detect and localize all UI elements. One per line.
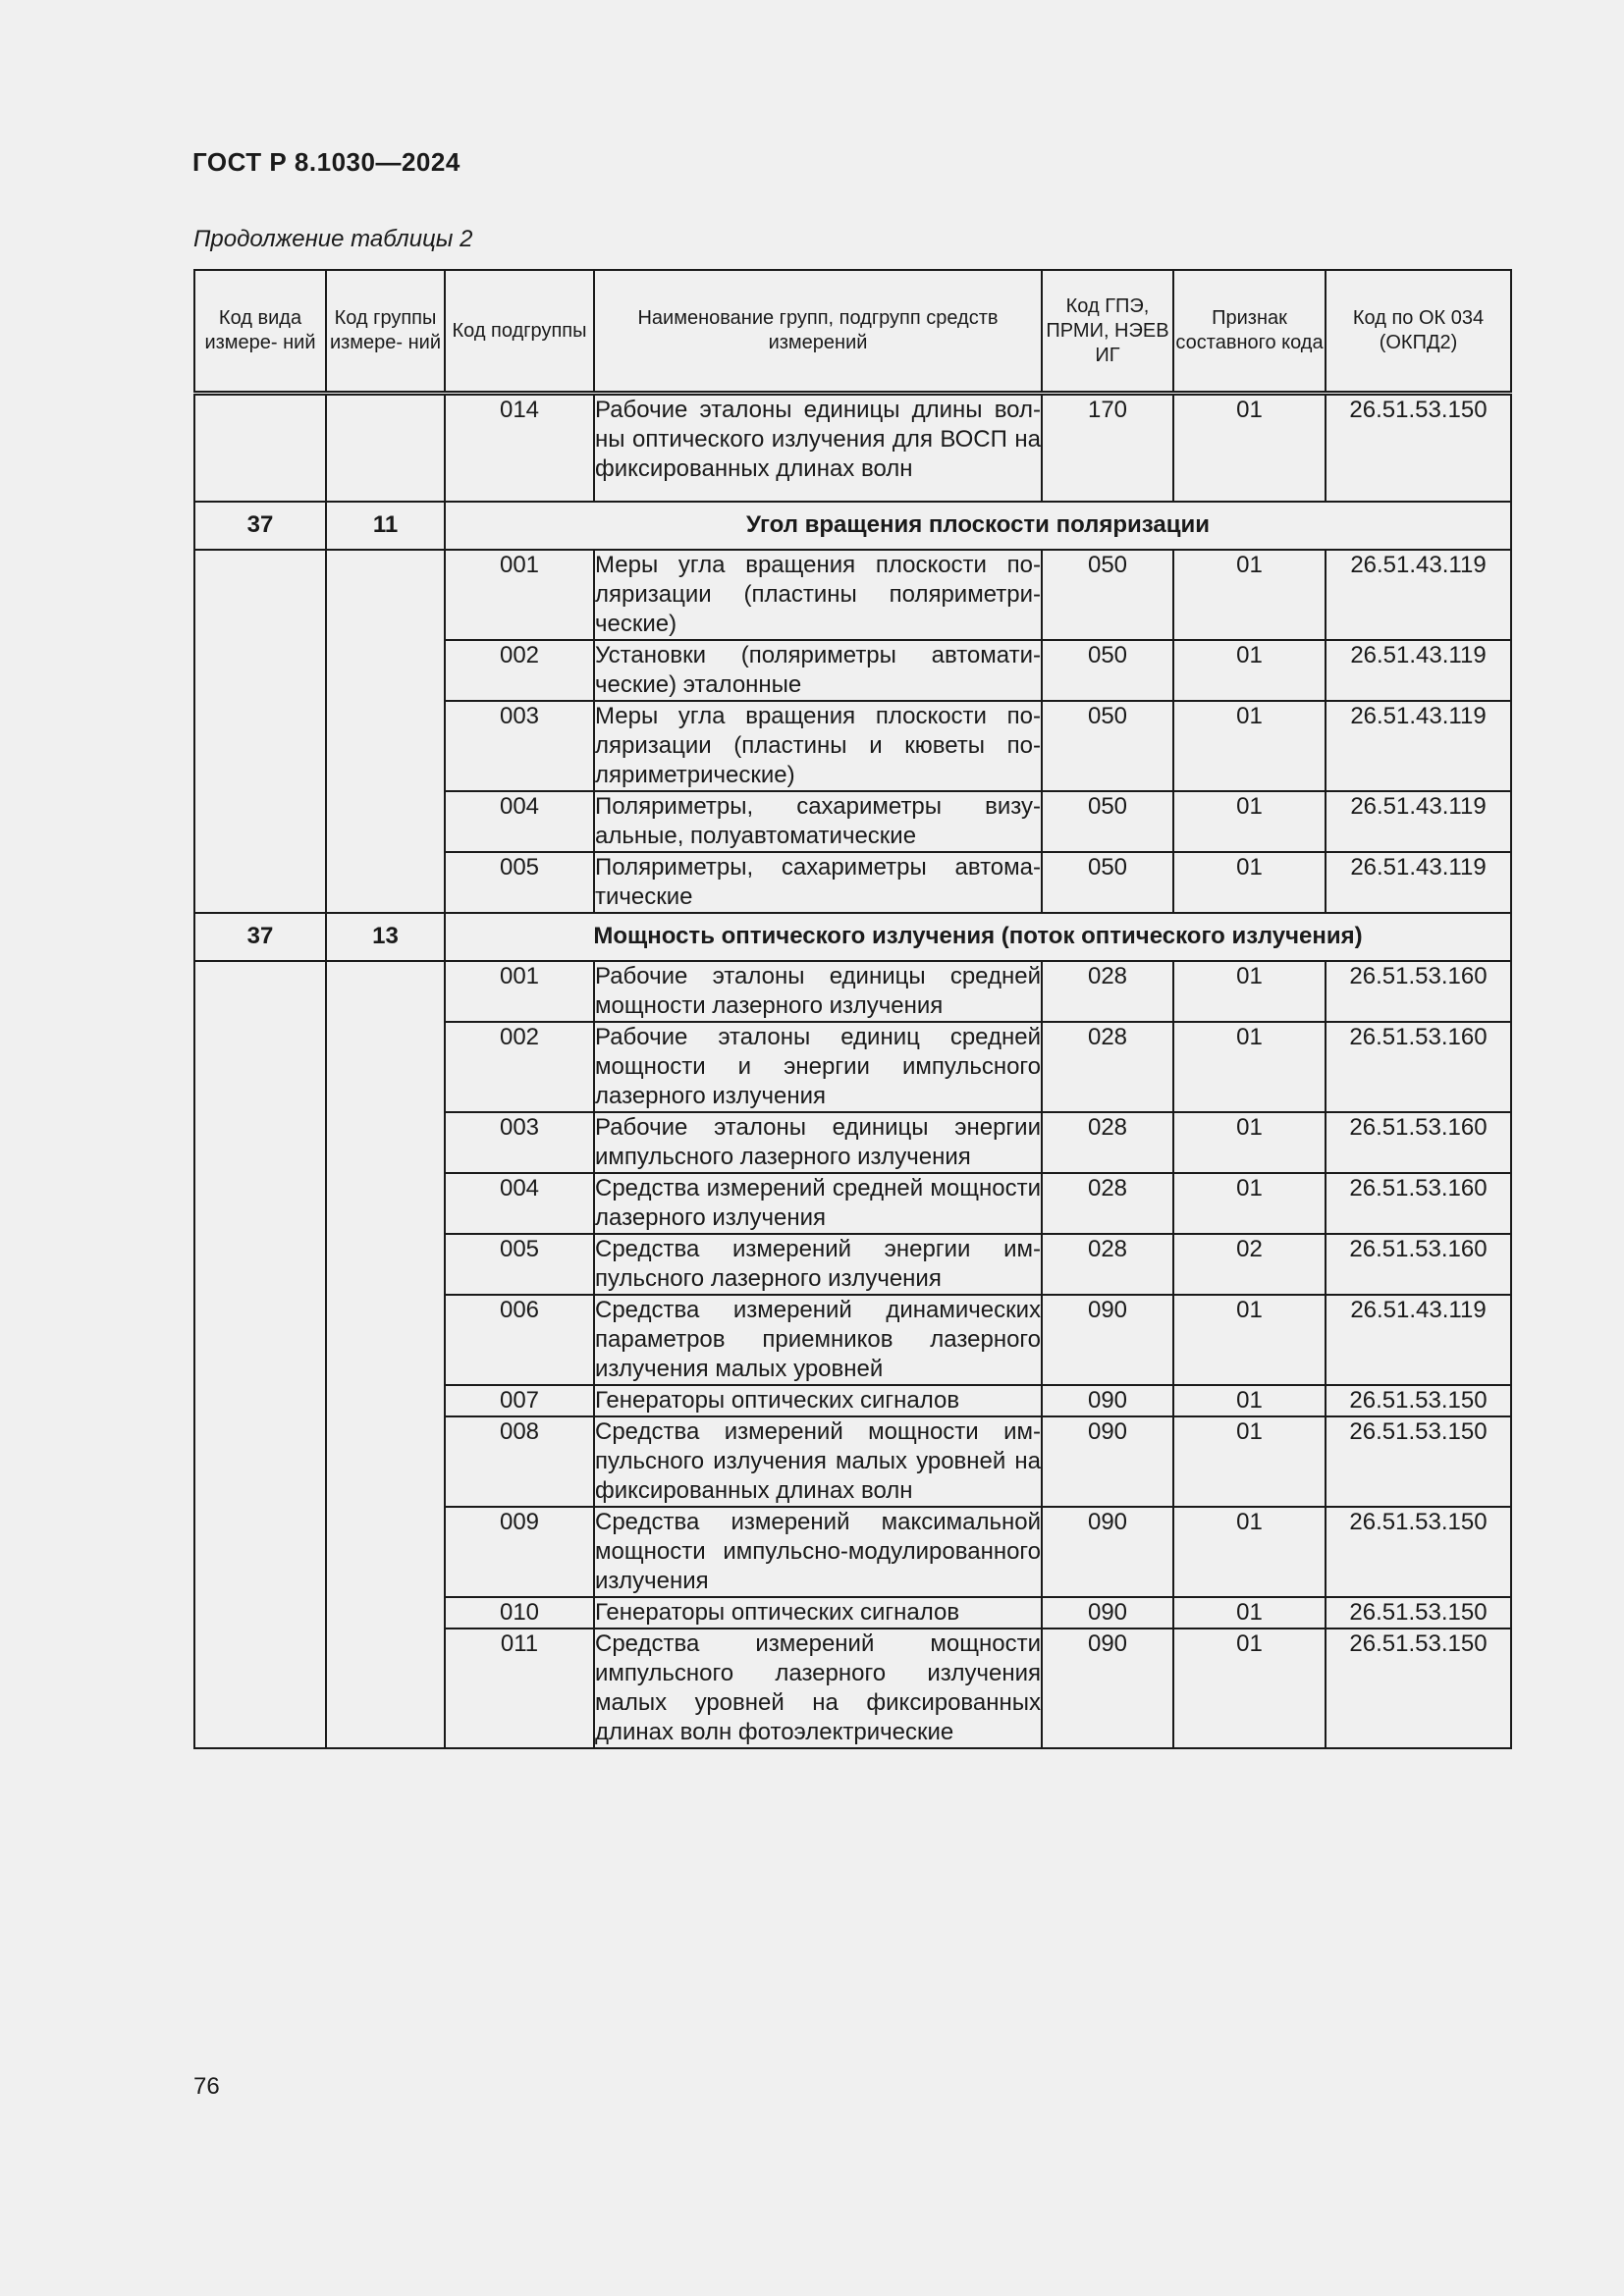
table-row	[194, 394, 1511, 502]
okpd-code: 26.51.53.160	[1326, 1234, 1511, 1295]
header-name: Наименование групп, подгрупп средств измерений	[594, 270, 1042, 394]
header-gpe-code: Код ГПЭ, ПРМИ, НЭЕВ ИГ	[1042, 270, 1173, 394]
item-name: Поляриметры, сахариметры автоматические	[594, 852, 1042, 913]
group-row	[194, 502, 1511, 550]
okpd-code: 26.51.53.150	[1326, 1416, 1511, 1507]
item-name: Средства измерений максимальной мощности импульсно-модулированного излучения	[594, 1507, 1042, 1597]
subgroup-code: 004	[445, 1173, 594, 1234]
empty-cell	[194, 394, 326, 502]
header-okpd-code: Код по ОК 034 (ОКПД2)	[1326, 270, 1511, 394]
gpe-code: 050	[1042, 550, 1173, 640]
composite-flag: 01	[1173, 1173, 1326, 1234]
page-number: 76	[193, 2073, 220, 2100]
gpe-code: 090	[1042, 1385, 1173, 1416]
group-code: 11	[326, 502, 445, 550]
okpd-code: 26.51.43.119	[1326, 791, 1511, 852]
gpe-code: 028	[1042, 1234, 1173, 1295]
gpe-code: 028	[1042, 1022, 1173, 1112]
item-name: Поляриметры, сахариметры визуальные, полуавтоматические	[594, 791, 1042, 852]
table-header-row	[194, 270, 1511, 394]
okpd-code: 26.51.53.150	[1326, 1629, 1511, 1748]
item-name: Средства измерений мощности импульсного лазерного излучения малых уровней на фиксированных длинах волн фотоэлектрические	[594, 1629, 1042, 1748]
composite-flag: 01	[1173, 1022, 1326, 1112]
empty-cell	[194, 961, 326, 1748]
composite-flag: 01	[1173, 1597, 1326, 1629]
table-row	[194, 550, 1511, 640]
subgroup-code: 003	[445, 701, 594, 791]
group-code: 13	[326, 913, 445, 961]
composite-flag: 01	[1173, 961, 1326, 1022]
subgroup-code: 001	[445, 550, 594, 640]
item-name: Рабочие эталоны единицы энергии импульсного лазерного излучения	[594, 1112, 1042, 1173]
subgroup-code: 005	[445, 1234, 594, 1295]
table-caption: Продолжение таблицы 2	[193, 226, 473, 252]
composite-flag: 01	[1173, 791, 1326, 852]
okpd-code: 26.51.53.160	[1326, 1112, 1511, 1173]
group-row	[194, 913, 1511, 961]
subgroup-code: 007	[445, 1385, 594, 1416]
composite-flag: 02	[1173, 1234, 1326, 1295]
gpe-code: 050	[1042, 791, 1173, 852]
subgroup-code: 005	[445, 852, 594, 913]
item-name: Средства измерений динамических параметров приемников лазерного излучения малых уровней	[594, 1295, 1042, 1385]
measurement-table	[193, 269, 1512, 1749]
subgroup-code: 009	[445, 1507, 594, 1597]
group-kind-code: 37	[194, 913, 326, 961]
gpe-code: 090	[1042, 1416, 1173, 1507]
composite-flag: 01	[1173, 701, 1326, 791]
item-name: Меры угла вращения плоскости поляризации (пластины и кюветы поляриметрические)	[594, 701, 1042, 791]
okpd-code: 26.51.53.150	[1326, 1507, 1511, 1597]
empty-cell	[194, 550, 326, 913]
composite-flag: 01	[1173, 1416, 1326, 1507]
item-name: Рабочие эталоны единицы длины волны оптического излучения для ВОСП на фиксированных длинах волн	[594, 394, 1042, 502]
subgroup-code: 011	[445, 1629, 594, 1748]
gpe-code: 090	[1042, 1629, 1173, 1748]
okpd-code: 26.51.53.150	[1326, 1597, 1511, 1629]
gpe-code: 090	[1042, 1597, 1173, 1629]
okpd-code: 26.51.43.119	[1326, 852, 1511, 913]
gpe-code: 028	[1042, 1112, 1173, 1173]
subgroup-code: 008	[445, 1416, 594, 1507]
item-name: Средства измерений мощности импульсного излучения малых уровней на фиксированных длинах волн	[594, 1416, 1042, 1507]
okpd-code: 26.51.43.119	[1326, 550, 1511, 640]
subgroup-code: 004	[445, 791, 594, 852]
gpe-code: 090	[1042, 1295, 1173, 1385]
gpe-code: 050	[1042, 640, 1173, 701]
okpd-code: 26.51.53.150	[1326, 394, 1511, 502]
subgroup-code: 002	[445, 640, 594, 701]
gpe-code: 050	[1042, 701, 1173, 791]
header-group-code: Код группы измере- ний	[326, 270, 445, 394]
gpe-code: 028	[1042, 961, 1173, 1022]
composite-flag: 01	[1173, 550, 1326, 640]
header-subgroup-code: Код подгруппы	[445, 270, 594, 394]
item-name: Меры угла вращения плоскости поляризации (пластины поляриметрические)	[594, 550, 1042, 640]
document-header: ГОСТ Р 8.1030—2024	[192, 147, 460, 177]
header-composite-flag: Признак составного кода	[1173, 270, 1326, 394]
subgroup-code: 002	[445, 1022, 594, 1112]
okpd-code: 26.51.53.150	[1326, 1385, 1511, 1416]
composite-flag: 01	[1173, 1507, 1326, 1597]
okpd-code: 26.51.53.160	[1326, 1173, 1511, 1234]
okpd-code: 26.51.43.119	[1326, 640, 1511, 701]
item-name: Средства измерений энергии импульсного лазерного излучения	[594, 1234, 1042, 1295]
gpe-code: 090	[1042, 1507, 1173, 1597]
group-title: Угол вращения плоскости поляризации	[445, 502, 1511, 550]
okpd-code: 26.51.53.160	[1326, 961, 1511, 1022]
okpd-code: 26.51.53.160	[1326, 1022, 1511, 1112]
empty-cell	[326, 961, 445, 1748]
empty-cell	[326, 394, 445, 502]
item-name: Установки (поляриметры автоматические) эталонные	[594, 640, 1042, 701]
subgroup-code: 014	[445, 394, 594, 502]
composite-flag: 01	[1173, 852, 1326, 913]
gpe-code: 050	[1042, 852, 1173, 913]
composite-flag: 01	[1173, 1385, 1326, 1416]
subgroup-code: 010	[445, 1597, 594, 1629]
item-name: Рабочие эталоны единиц средней мощности и энергии импульсного лазерного излучения	[594, 1022, 1042, 1112]
table-row	[194, 961, 1511, 1022]
composite-flag: 01	[1173, 394, 1326, 502]
item-name: Генераторы оптических сигналов	[594, 1597, 1042, 1629]
composite-flag: 01	[1173, 640, 1326, 701]
item-name: Средства измерений средней мощности лазерного излучения	[594, 1173, 1042, 1234]
subgroup-code: 006	[445, 1295, 594, 1385]
item-name: Рабочие эталоны единицы средней мощности лазерного излучения	[594, 961, 1042, 1022]
composite-flag: 01	[1173, 1112, 1326, 1173]
header-kind-code: Код вида измере- ний	[194, 270, 326, 394]
subgroup-code: 003	[445, 1112, 594, 1173]
gpe-code: 028	[1042, 1173, 1173, 1234]
empty-cell	[326, 550, 445, 913]
gpe-code: 170	[1042, 394, 1173, 502]
group-kind-code: 37	[194, 502, 326, 550]
item-name: Генераторы оптических сигналов	[594, 1385, 1042, 1416]
subgroup-code: 001	[445, 961, 594, 1022]
okpd-code: 26.51.43.119	[1326, 701, 1511, 791]
group-title: Мощность оптического излучения (поток оптического излучения)	[445, 913, 1511, 961]
okpd-code: 26.51.43.119	[1326, 1295, 1511, 1385]
composite-flag: 01	[1173, 1295, 1326, 1385]
composite-flag: 01	[1173, 1629, 1326, 1748]
